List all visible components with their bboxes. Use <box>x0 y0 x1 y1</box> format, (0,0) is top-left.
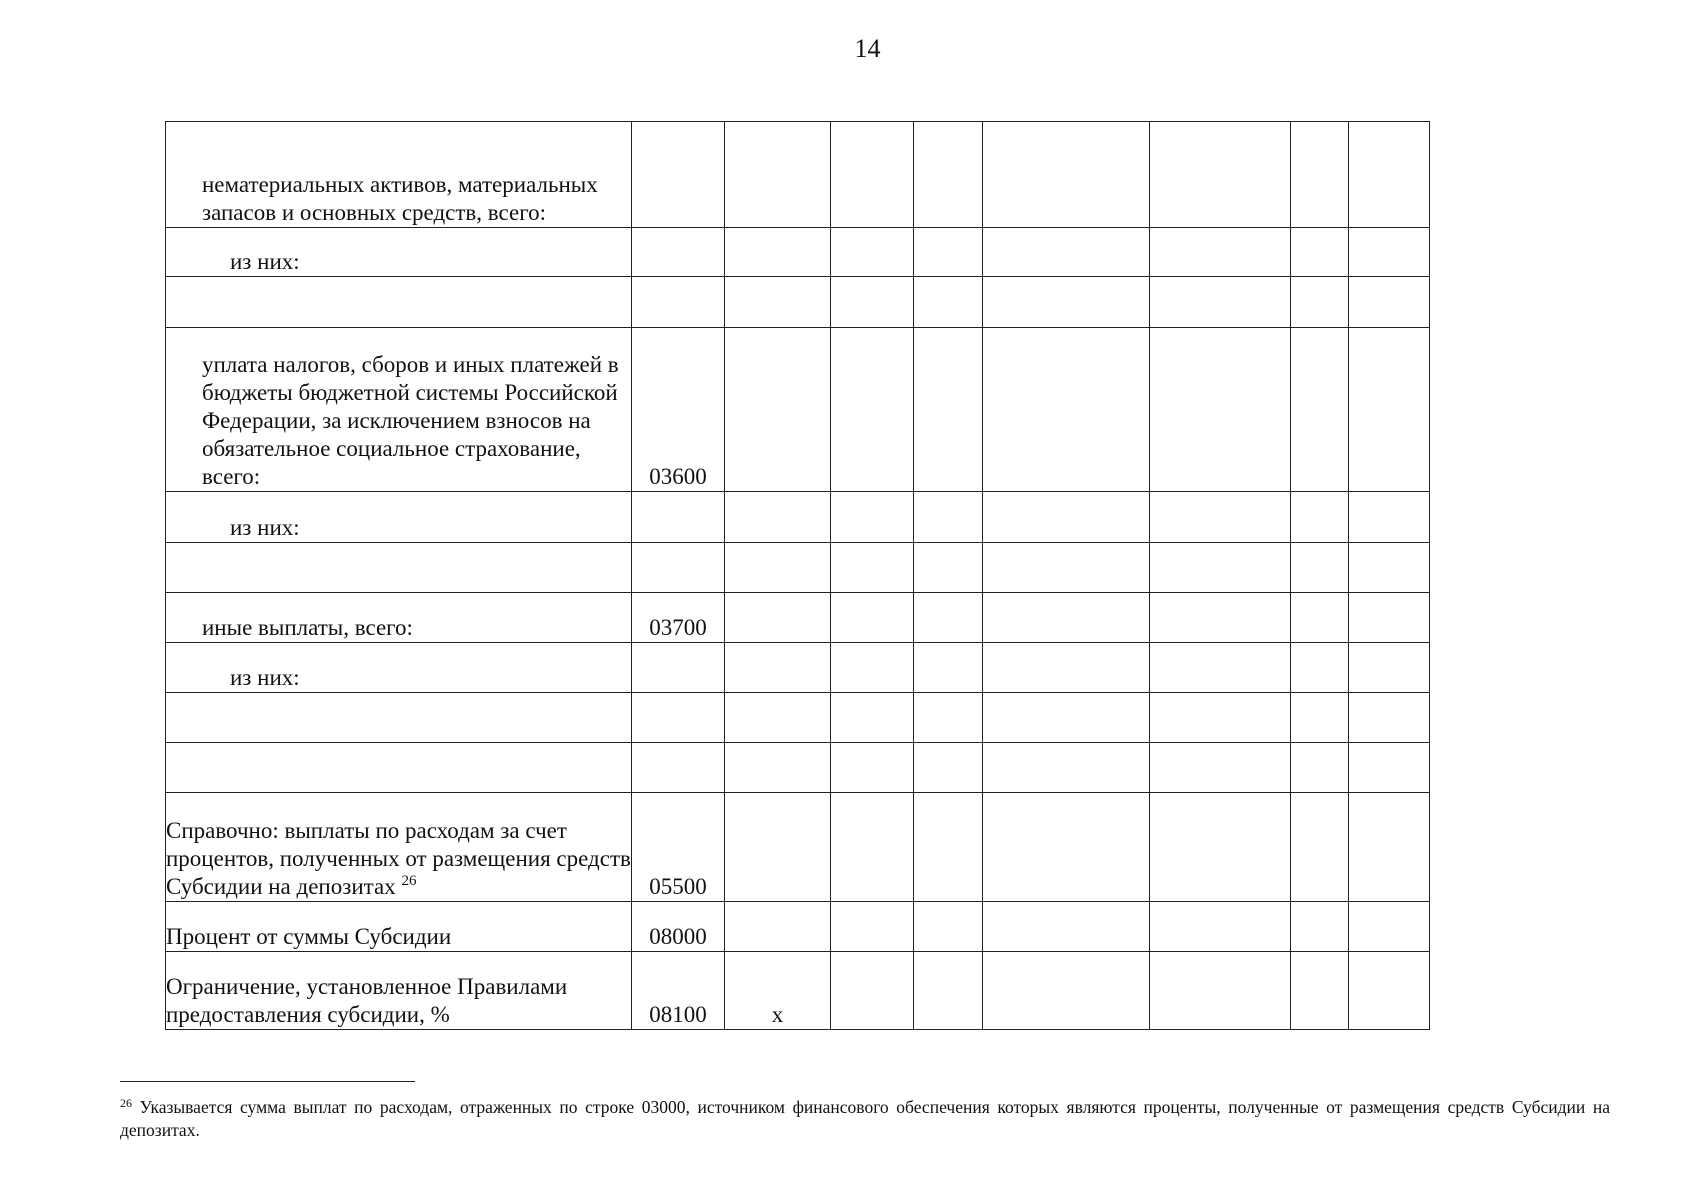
value-cell <box>983 228 1150 277</box>
footnote-reference: 26 <box>401 873 417 889</box>
value-cell <box>1349 643 1430 693</box>
table-row <box>166 277 1430 328</box>
table-row <box>166 122 1430 228</box>
value-cell <box>831 902 914 952</box>
table-row <box>166 743 1430 793</box>
footnote-number: 26 <box>120 1096 132 1110</box>
value-cell <box>914 328 983 492</box>
value-cell <box>983 277 1150 328</box>
value-cell <box>725 902 831 952</box>
value-cell <box>1150 952 1291 1030</box>
value-cell <box>983 743 1150 793</box>
row-code: 08000 <box>632 902 725 952</box>
value-cell <box>831 593 914 643</box>
value-cell <box>1150 277 1291 328</box>
row-label <box>166 693 632 743</box>
value-cell <box>1291 228 1349 277</box>
row-code <box>632 228 725 277</box>
row-label: уплата налогов, сборов и иных платежей в бюджеты бюджетной системы Российской Федерации, за исключением взносов на обязательное социальное страхование, всего: <box>166 328 632 492</box>
value-cell <box>1291 277 1349 328</box>
value-cell <box>1291 952 1349 1030</box>
row-label: Процент от суммы Субсидии <box>166 902 632 952</box>
value-cell <box>983 643 1150 693</box>
row-code <box>632 693 725 743</box>
value-cell <box>831 228 914 277</box>
value-cell <box>831 122 914 228</box>
value-cell <box>1349 543 1430 593</box>
value-cell <box>831 543 914 593</box>
row-label: иные выплаты, всего: <box>166 593 632 643</box>
page-number: 14 <box>854 34 881 63</box>
value-cell <box>914 228 983 277</box>
table-row <box>166 328 1430 492</box>
table-row <box>166 902 1430 952</box>
value-cell <box>1349 952 1430 1030</box>
row-label <box>166 543 632 593</box>
value-cell <box>725 492 831 543</box>
value-cell <box>914 902 983 952</box>
value-cell <box>1291 902 1349 952</box>
value-cell <box>1150 593 1291 643</box>
footnote-text: Указывается сумма выплат по расходам, отраженных по строке 03000, источником финансового обеспечения которых являются проценты, полученные от размещения средств Субсидии на депозитах. <box>120 1097 1610 1140</box>
row-code: 03600 <box>632 328 725 492</box>
value-cell <box>1291 793 1349 902</box>
value-cell <box>831 952 914 1030</box>
value-cell <box>1349 277 1430 328</box>
value-cell <box>1291 543 1349 593</box>
value-cell <box>914 743 983 793</box>
table-row <box>166 593 1430 643</box>
value-cell <box>725 543 831 593</box>
value-cell: х <box>725 952 831 1030</box>
value-cell <box>1349 902 1430 952</box>
value-cell <box>725 743 831 793</box>
row-label: Ограничение, установленное Правилами предоставления субсидии, % <box>166 952 632 1030</box>
value-cell <box>1291 328 1349 492</box>
value-cell <box>914 122 983 228</box>
value-cell <box>1349 122 1430 228</box>
value-cell <box>831 277 914 328</box>
table-row <box>166 492 1430 543</box>
table-row <box>166 952 1430 1030</box>
row-code: 08100 <box>632 952 725 1030</box>
row-code <box>632 543 725 593</box>
value-cell <box>983 492 1150 543</box>
value-cell <box>1349 228 1430 277</box>
value-cell <box>914 693 983 743</box>
value-cell <box>1150 543 1291 593</box>
value-cell <box>914 593 983 643</box>
value-cell <box>725 643 831 693</box>
value-cell <box>983 902 1150 952</box>
row-code <box>632 743 725 793</box>
table-row <box>166 228 1430 277</box>
value-cell <box>1150 122 1291 228</box>
row-label-text: Справочно: выплаты по расходам за счет процентов, полученных от размещения средств Субсидии на депозитах <box>166 818 631 899</box>
row-label: из них: <box>166 492 632 543</box>
row-label <box>166 743 632 793</box>
table-row <box>166 643 1430 693</box>
row-label <box>166 793 632 902</box>
value-cell <box>725 277 831 328</box>
value-cell <box>1291 743 1349 793</box>
value-cell <box>1349 693 1430 743</box>
value-cell <box>983 122 1150 228</box>
value-cell <box>914 643 983 693</box>
table-row <box>166 693 1430 743</box>
row-code <box>632 122 725 228</box>
value-cell <box>983 793 1150 902</box>
value-cell <box>831 492 914 543</box>
row-code <box>632 643 725 693</box>
value-cell <box>725 593 831 643</box>
value-cell <box>1150 743 1291 793</box>
value-cell <box>1291 593 1349 643</box>
value-cell <box>831 743 914 793</box>
value-cell <box>1291 492 1349 543</box>
footnote <box>120 1096 1610 1142</box>
footnote-divider <box>120 1081 415 1082</box>
value-cell <box>983 328 1150 492</box>
value-cell <box>914 277 983 328</box>
value-cell <box>1150 693 1291 743</box>
row-label: из них: <box>166 228 632 277</box>
value-cell <box>1291 122 1349 228</box>
table-row <box>166 543 1430 593</box>
value-cell <box>725 693 831 743</box>
row-label: из них: <box>166 643 632 693</box>
value-cell <box>1349 492 1430 543</box>
value-cell <box>1150 228 1291 277</box>
table-row <box>166 793 1430 902</box>
value-cell <box>1349 793 1430 902</box>
value-cell <box>914 793 983 902</box>
value-cell <box>1150 328 1291 492</box>
value-cell <box>983 952 1150 1030</box>
value-cell <box>1291 693 1349 743</box>
row-code <box>632 277 725 328</box>
value-cell <box>725 793 831 902</box>
value-cell <box>831 643 914 693</box>
value-cell <box>725 328 831 492</box>
value-cell <box>983 543 1150 593</box>
row-code: 03700 <box>632 593 725 643</box>
value-cell <box>725 122 831 228</box>
row-label <box>166 277 632 328</box>
value-cell <box>914 543 983 593</box>
value-cell <box>1150 793 1291 902</box>
value-cell <box>914 952 983 1030</box>
value-cell <box>914 492 983 543</box>
value-cell <box>831 693 914 743</box>
value-cell <box>1291 643 1349 693</box>
value-cell <box>725 228 831 277</box>
value-cell <box>983 593 1150 643</box>
value-cell <box>1150 902 1291 952</box>
row-code <box>632 492 725 543</box>
value-cell <box>831 328 914 492</box>
value-cell <box>1150 492 1291 543</box>
row-label: нематериальных активов, материальных запасов и основных средств, всего: <box>166 122 632 228</box>
value-cell <box>1349 743 1430 793</box>
value-cell <box>1349 328 1430 492</box>
row-code: 05500 <box>632 793 725 902</box>
value-cell <box>831 793 914 902</box>
value-cell <box>1150 643 1291 693</box>
value-cell <box>1349 593 1430 643</box>
value-cell <box>983 693 1150 743</box>
subsidy-payments-table <box>165 121 1430 1030</box>
